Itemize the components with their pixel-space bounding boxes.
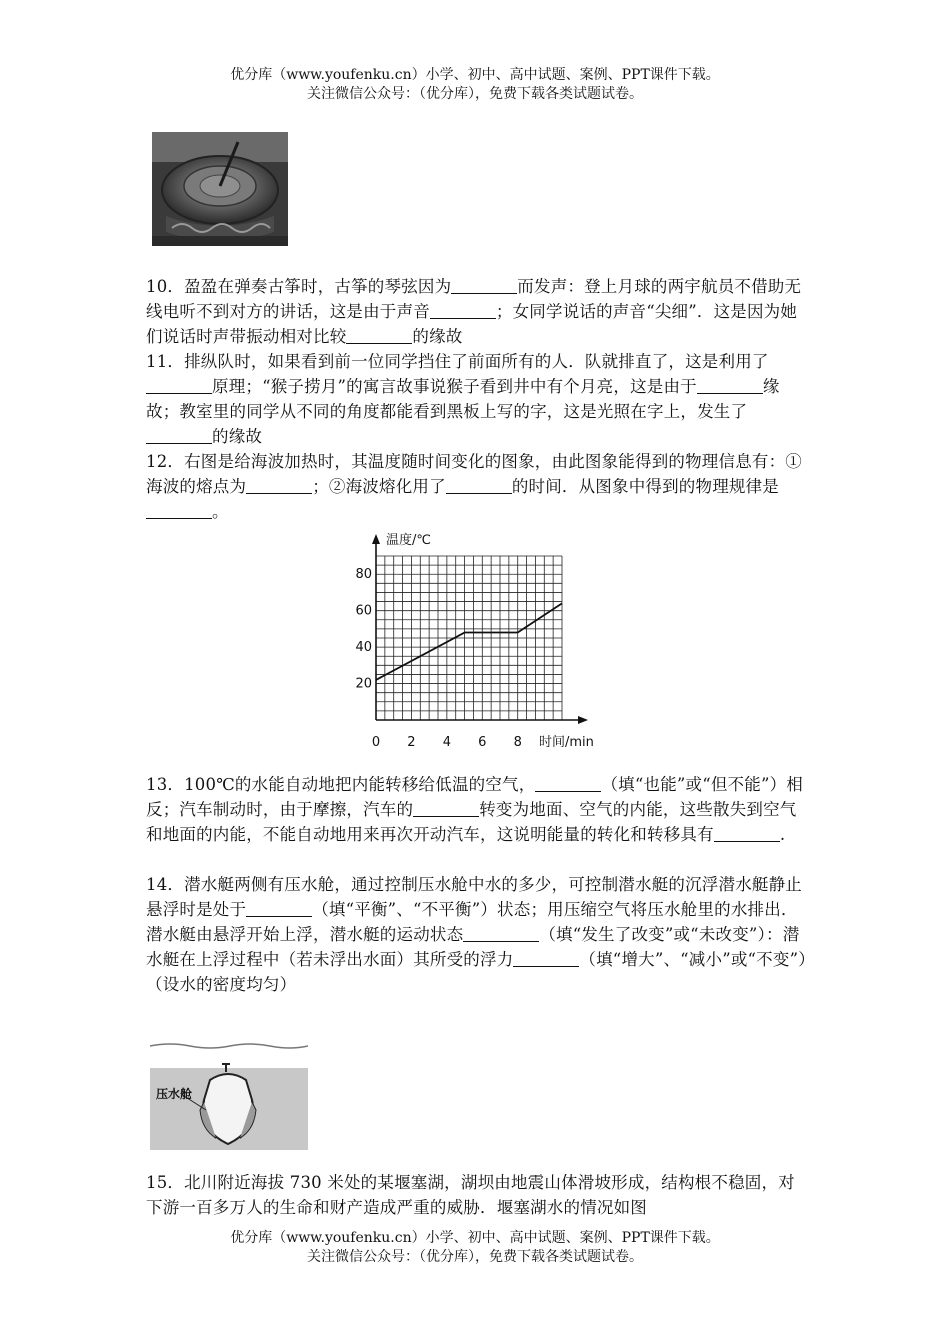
sundial-photo [152, 132, 288, 246]
footer-line-2: 关注微信公众号：（优分库），免费下载各类试题试卷。 [307, 1249, 643, 1265]
q14-text-a: 14．潜水艇两侧有压水舱，通过控制压水舱中水的多少，可控制潜水艇的沉浮潜水艇静止悬浮时是处于 [146, 875, 802, 919]
question-14 [146, 872, 808, 997]
q10-blank-2[interactable] [430, 302, 496, 320]
question-12 [146, 449, 808, 524]
page-footer [0, 1229, 950, 1267]
question-13 [146, 772, 808, 847]
temperature-time-chart [344, 530, 610, 756]
q14-blank-3[interactable] [513, 950, 579, 968]
header-line-2: 关注微信公众号：（优分库），免费下载各类试题试卷。 [307, 86, 643, 102]
q10-text-a: 10．盈盈在弹奏古筝时，古筝的琴弦因为 [146, 277, 452, 296]
q12-text-c: 的时间．从图象中得到的物理规律是 [511, 477, 780, 496]
q10-text-d: 的缘故 [412, 327, 463, 346]
chart-svg [344, 530, 610, 756]
q14-blank-2[interactable] [463, 925, 539, 943]
x-tick-label: 0 [371, 735, 381, 750]
q11-text-d: 的缘故 [212, 427, 263, 446]
q12-blank-1[interactable] [246, 477, 312, 495]
q13-blank-3[interactable] [714, 825, 780, 843]
q11-blank-1[interactable] [146, 377, 212, 395]
q15-text-a: 15．北川附近海拔 730 米处的某堰塞湖，湖坝由地震山体滑坡形成，结构根不稳固，对下游一百多万人的生命和财产造成严重的威胁．堰塞湖水的情况如图 [146, 1173, 795, 1217]
x-tick-label: 2 [407, 735, 416, 750]
q11-text-c: 缘故；教室里的同学从不同的角度都能看到黑板上写的字，这是光照在字上，发生了 [146, 377, 780, 421]
q13-text-b: （填“也能”或“但不能”）相反；汽车制动时，由于摩擦，汽车的 [146, 775, 803, 819]
q14-text-b: （填“平衡”、“不平衡”）状态；用压缩空气将压水舱里的水排出．潜水艇由悬浮开始上浮，潜水艇的运动状态 [146, 900, 798, 944]
series-line [376, 603, 562, 680]
question-11 [146, 349, 808, 449]
x-axis-label: 时间/min [539, 735, 594, 750]
y-tick-label: 80 [355, 567, 372, 583]
q11-text-a: 11．排纵队时，如果看到前一位同学挡住了前面所有的人．队就排直了，这是利用了 [146, 352, 769, 371]
q12-text-b: ；②海波熔化用了 [312, 477, 446, 496]
footer-line-1: 优分库（www.youfenku.cn）小学、初中、高中试题、案例、PPT课件下载。 [230, 1230, 720, 1246]
q13-text-d: . [779, 825, 786, 844]
q12-blank-2[interactable] [446, 477, 512, 495]
y-axis-arrow [372, 534, 380, 544]
y-tick-label: 60 [355, 603, 372, 619]
q11-blank-2[interactable] [697, 377, 763, 395]
y-tick-label: 40 [355, 640, 372, 656]
x-tick-label: 4 [442, 735, 451, 750]
q10-text-b: 而发声：登上月球的两宇航员不借助无线电听不到对方的讲话，这是由于声音 [146, 277, 802, 321]
x-tick-label: 8 [513, 735, 522, 750]
submarine-label: 压水舱 [156, 1087, 193, 1101]
y-axis-label: 温度/℃ [386, 533, 431, 548]
page-header [0, 66, 950, 104]
q12-text-d: 。 [212, 502, 229, 521]
q14-text-c: （填“发生了改变”或“未改变”）：潜水艇在上浮过程中（若未浮出水面）其所受的浮力 [146, 925, 800, 969]
x-tick-label: 6 [478, 735, 487, 750]
q13-blank-1[interactable] [535, 775, 601, 793]
q12-blank-3[interactable] [146, 502, 212, 520]
q11-blank-3[interactable] [146, 427, 212, 445]
header-line-1: 优分库（www.youfenku.cn）小学、初中、高中试题、案例、PPT课件下载。 [230, 67, 720, 83]
q13-blank-2[interactable] [413, 800, 479, 818]
x-axis-arrow [578, 716, 588, 724]
q14-blank-1[interactable] [246, 900, 312, 918]
q14-text-d: （填“增大”、“减小”或“不变”）（设水的密度均匀） [146, 950, 807, 994]
q10-text-c: ；女同学说话的声音“尖细”．这是因为她们说话时声带振动相对比较 [146, 302, 798, 346]
q10-blank-1[interactable] [451, 277, 517, 295]
q13-text-a: 13．100℃的水能自动地把内能转移给低温的空气， [146, 775, 536, 794]
submarine-figure [150, 1040, 308, 1150]
q11-text-b: 原理；“猴子捞月”的寓言故事说猴子看到井中有个月亮，这是由于 [212, 377, 697, 396]
question-15 [146, 1170, 808, 1220]
q12-text-a: 12．右图是给海波加热时，其温度随时间变化的图象，由此图象能得到的物理信息有：①海波的熔点为 [146, 452, 802, 496]
q13-text-c: 转变为地面、空气的内能，这些散失到空气和地面的内能，不能自动地用来再次开动汽车，这说明能量的转化和转移具有 [146, 800, 797, 844]
y-tick-label: 20 [355, 676, 372, 692]
q10-blank-3[interactable] [346, 327, 412, 345]
question-10 [146, 274, 808, 349]
